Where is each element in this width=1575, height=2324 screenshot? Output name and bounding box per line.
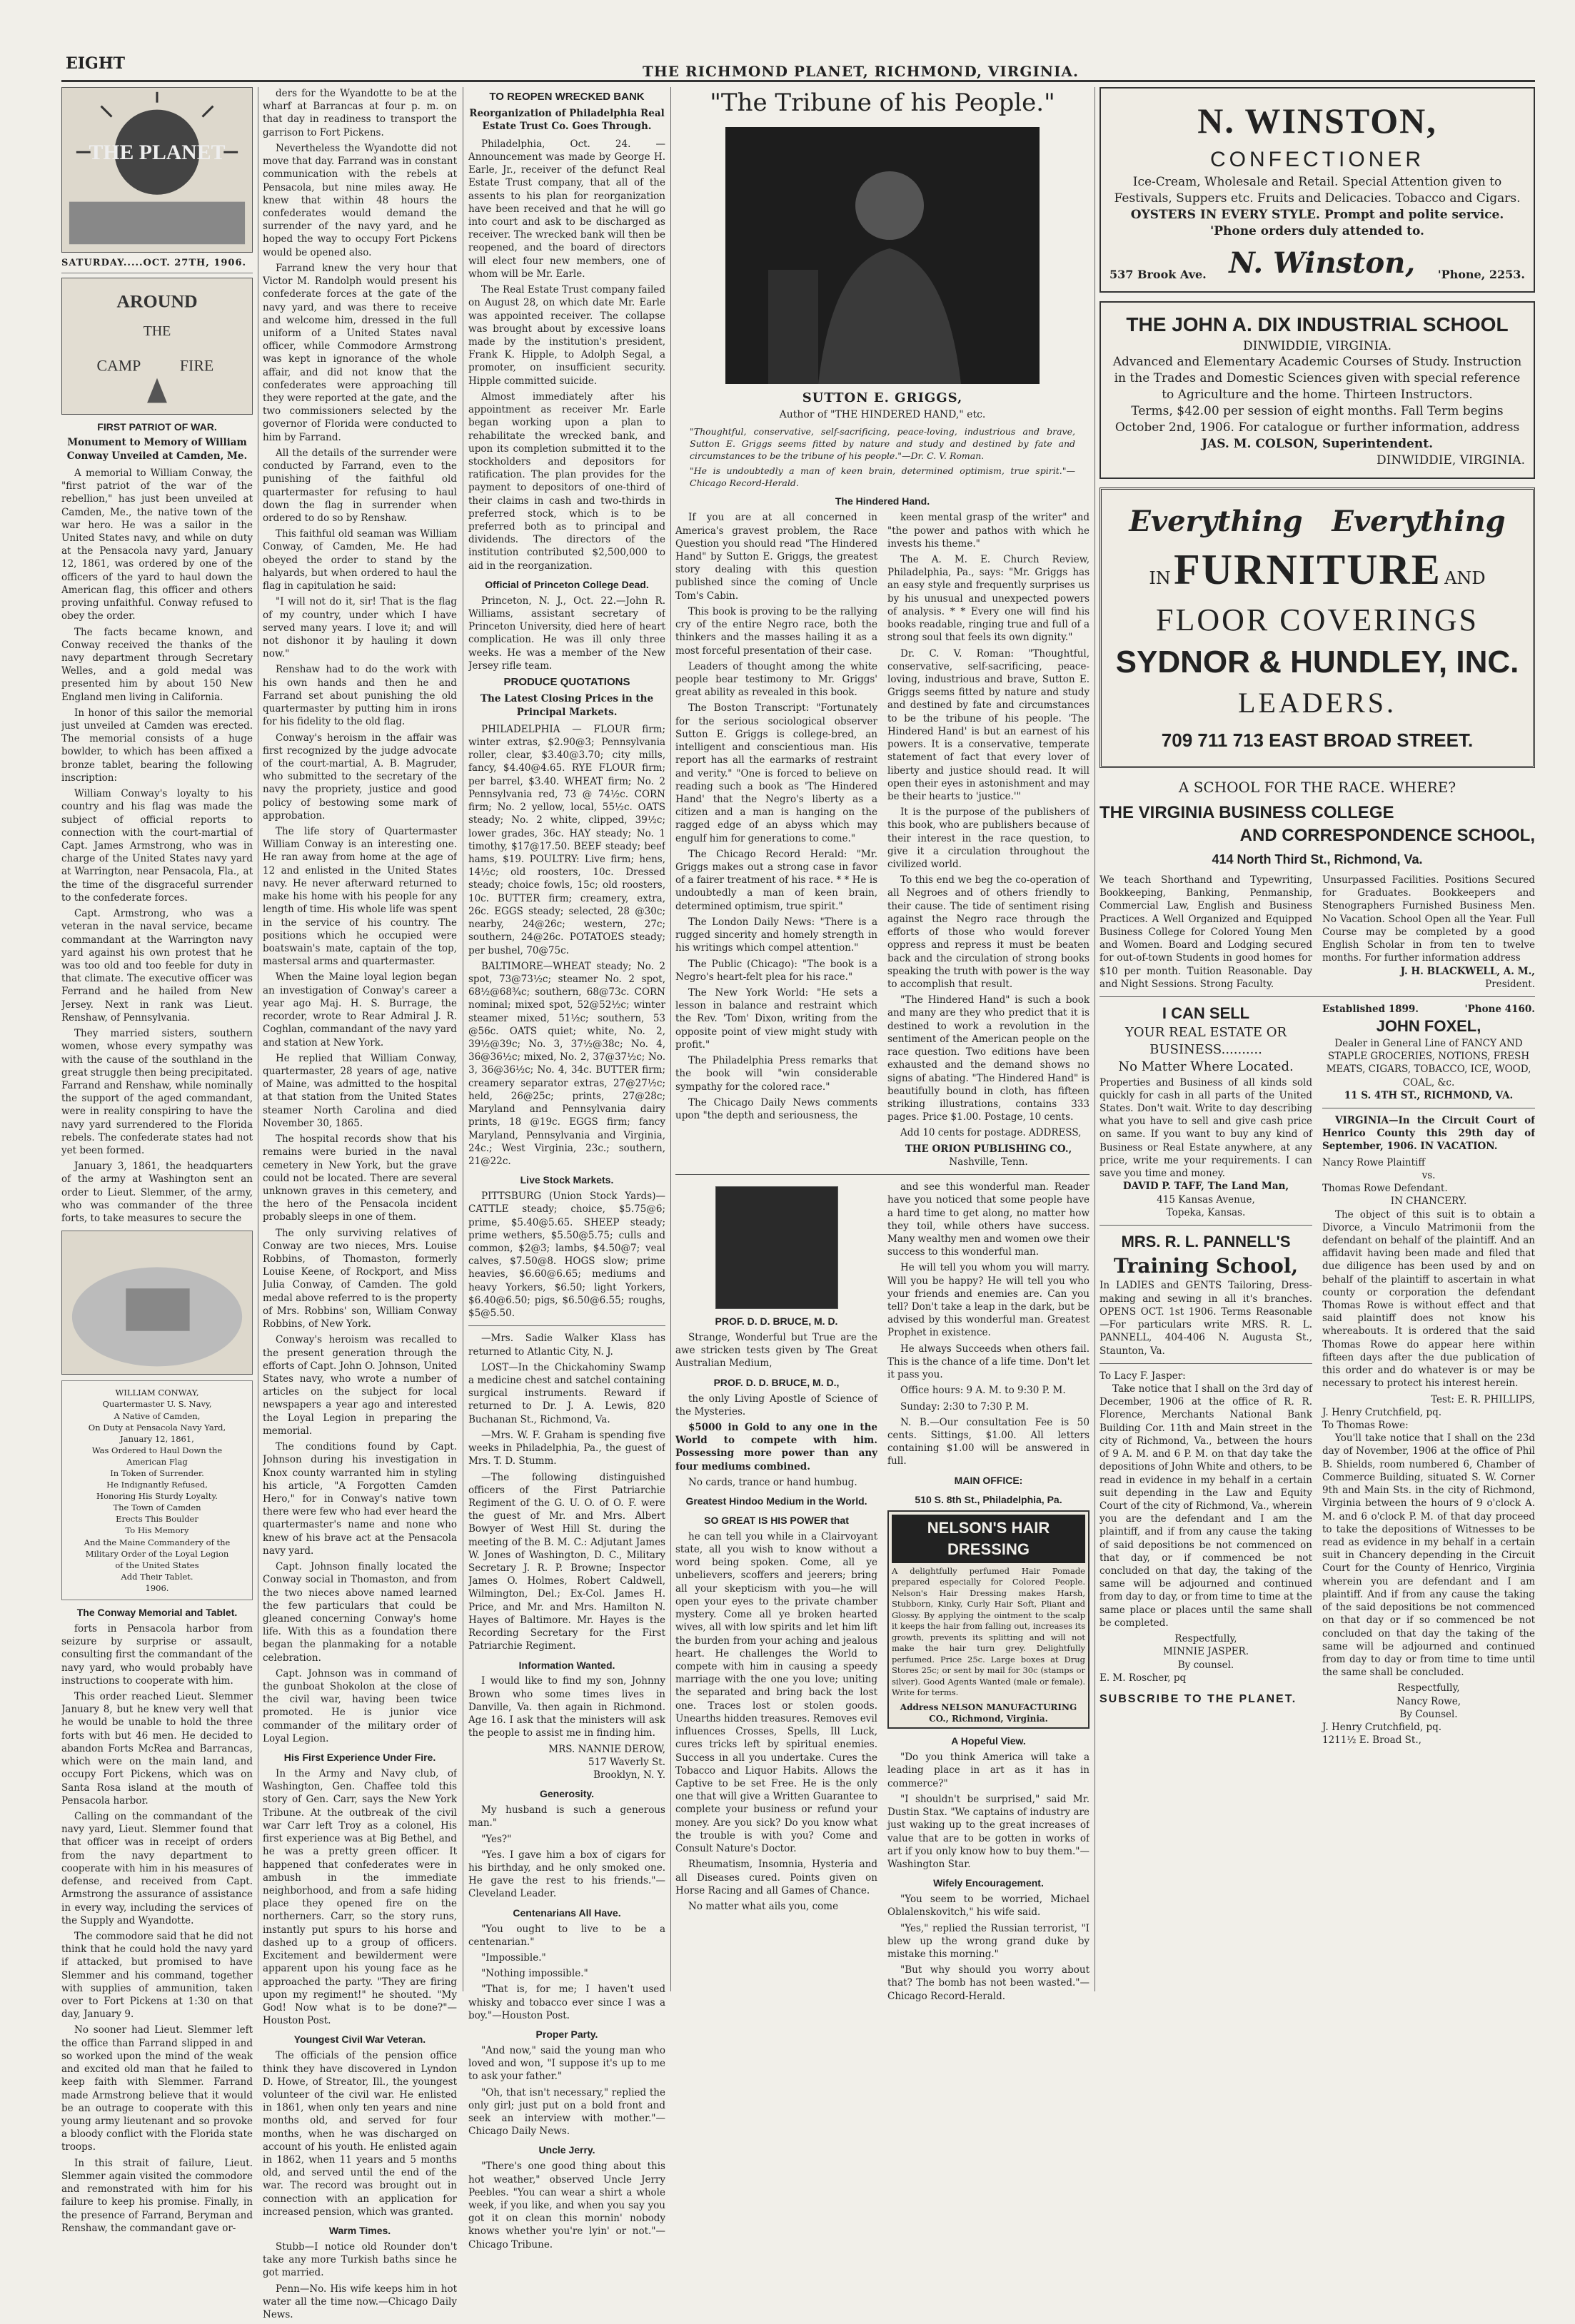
paragraph: "Oh, that isn't necessary," replied the only girl; just put on a bold front and seek an interview with mother."—Chicago Daily News. [468,2086,665,2138]
business-college-ad: THE VIRGINIA BUSINESS COLLEGE AND CORRESPONDENCE SCHOOL, 414 North Third St., Richmond, Va. We teach Shorthand and Typewriting, Bookkeeping, Banking, Penmanship, Commercial Law, English and Business Practices. A Well Organized and Equipped Business College for Colored Young Men and Women. Board and Lodging secured for out-of-town Students in good homes for $10 per month. Tuition Reasonable. Day and Night Sessions. Strong Faculty. Unsurpassed Facilities. Positions Secured for Graduates. Bookkeepers and Stenographers Furnished Business Men. No Vacation. School Open all the Year. Full Course may be completed by a good English Scholar in from ten to twelve months. For further information address J. H. BLACKWELL, A. M., President. [1100,802,1535,990]
paragraph: In honor of this sailor the memorial just unveiled at Camden was erected. The memorial consists of a huge bowlder, to which has been affixed a bronze tablet, bearing the following inscription: [61,707,253,784]
paragraph: No sooner had Lieut. Slemmer left the office than Farrand slipped in and so worked upon the mind of the weak and excited old man that he failed to keep faith with Slemmer. Farrand made Armstrong believe that it would be an outrage to cooperate with this young army lieutenant and so provoke a bloody conflict with the Florida state troops. [61,2024,253,2153]
paragraph: The Public (Chicago): "The book is a Negro's heart-felt plea for his race." [675,958,877,983]
column-2 [263,87,457,2324]
camp-word-2: THE [143,323,171,339]
griggs-portrait-image [725,127,1040,384]
paragraph: Princeton, N. J., Oct. 22.—John R. Williams, assistant secretary of Princeton University, died here of heart complication. He was ill only three weeks. He was a member of the New Jersey rifle team. [468,595,665,672]
pannell-school-ad: MRS. R. L. PANNELL'S Training School, In LADIES and GENTS Tailoring, Dress-making and sewing in all it's branches. OPENS OCT. 1st 1906. Terms Reasonable—For particulars write MRS. R. L. PANNELL, 404-406 N. Augusta St., Staunton, Va. [1100,1232,1312,1357]
article-heading: Proper Party. [535,2029,598,2041]
paragraph: The conditions found by Capt. Johnson during his investigation in Knox county warranted him in styling his article, "A Forgotten Camden Hero," for in Conway's native town there were few who had ever heard the quartermaster's name and none who knew of his brave act at the Pensacola navy yard. [263,1441,457,1557]
camp-word-1: AROUND [116,290,198,311]
paragraph: —Mrs. W. F. Graham is spending five weeks in Philadelphia, Pa., the guest of Mrs. T. D. Stumm. [468,1429,665,1467]
paragraph: "There's one good thing about this hot weather," observed Uncle Jerry Peebles. "You can wear a shirt a whole week, if you like, and when you say you got it on clean this mornin' nobody knows whether you're lyin' or not."—Chicago Tribune. [468,2161,665,2250]
paragraph: The life story of Quartermaster William Conway is an interesting one. He ran away from home at the age of 12 and enlisted in the United States navy. He never afterward returned to make his home with his people for any length of time. His whole life was spent in the service of his country. The positions which he occupied were boatswain's mate, captain of the top, mastersal arms and quartermaster. [263,826,457,968]
paragraph: When the Maine loyal legion began an investigation of Conway's career a year ago Maj. H. S. Burrage, the recorder, wrote to Rear Admiral J. R. Coghlan, commandant of the navy yard and station at New York. [263,971,457,1049]
paragraph: Almost immediately after his appointment as receiver Mr. Earle began working upon a plan to rehabilitate the wrecked bank, and upon its completion submitted it to the stockholders and depositors for ratification. The plan provides for the payment to depositors of one-third of their claims in cash and two-thirds in preferred stock, which is to be preferred both as to principal and dividends. The directors of the institution contributed $2,500,000 to aid in the reorganization. [468,390,665,572]
paragraph: "And now," said the young man who loved and won, "I suppose it's up to me to ask your father." [468,2044,665,2083]
winston-ad: N. WINSTON, CONFECTIONER Ice-Cream, Wholesale and Retail. Special Attention given to Festivals, Suppers etc. Fruits and Delicacies. Tobacco and Cigars. OYSTERS IN EVERY STYLE. Prompt and polite service. 'Phone orders duly attended to. 537 Brook Ave. N. Winston, 'Phone, 2253. [1100,87,1535,293]
paragraph: It is the purpose of the publishers of this book, who are publishers because of their interest in the race question, to give it a circulation throughout the civilized world. [887,807,1090,871]
paragraph: This faithful old seaman was William Conway, of Camden, Me. He had obeyed the order to stand by the halyards, but when ordered to haul the flag in capitulation he said: [263,528,457,592]
planet-masthead-illustration [61,87,253,253]
paragraph: They married sisters, southern women, whose every sympathy was with the cause of the southland in the great struggle then being precipitated. Farrand and Renshaw, while nominally the support of the aged commandant, were in reality conspiring to have the navy yard surrendered to the Florida rebels. The confederate states had not yet been formed. [61,1028,253,1157]
article-heading: The Hindered Hand. [835,495,930,507]
article-heading: Live Stock Markets. [520,1174,614,1186]
nelson-title: NELSON'S HAIR DRESSING [892,1515,1085,1562]
page-number: EIGHT [66,54,126,73]
article-heading: Wifely Encouragement. [933,1877,1044,1889]
article-heading: Warm Times. [328,2225,391,2237]
tablet-inscription: WILLIAM CONWAY, Quartermaster U. S. Navy, A Native of Camden, On Duty at Pensacola Navy Yard, January 12, 1861, Was Ordered to Haul Down the American Flag In Token of Surrender. He Indignantly Refused, Honoring His Sturdy Loyalty. The Town of Camden Erects This Boulder To His Memory And the Maine Commandery of the Military Order of the Loyal Legion of the United States Add Their Tablet. 1906. [61,1380,253,1600]
paragraph: PHILADELPHIA — FLOUR firm; winter extras, $2.90@3; Pennsylvania roller, clear, $3.40@3.70; city mills, fancy, $4.40@4.65. RYE FLOUR firm; per barrel, $3.40. WHEAT firm; No. 2 Pennsylvania red, 73 @ 74½c. CORN firm; No. 2 yellow, local, 55½c. OATS steady; No. 2 white, clipped, 39½c; lower grades, 36c. HAY steady; No. 1 timothy, $17@17.50. BEEF steady; beef hams, $19. POULTRY: Live firm; hens, 14½c; old roosters, 10c. Dressed steady; choice fowls, 15c; old roosters, 10c. BUTTER firm; creamery, extra, 26c. EGGS steady; selected, 28 @30c; nearby, 24@26c; western, 27c; southern, 24@26c. POTATOES steady; per bushel, 70@75c. [468,723,665,956]
article-title: PRODUCE QUOTATIONS [503,676,630,689]
article-heading: Official of Princeton College Dead. [485,578,649,590]
paragraph: $5000 in Gold to any one in the World to compete with him. Possessing more power than any four mediums combined. [675,1421,877,1472]
paragraph: In this strait of failure, Lieut. Slemmer again visited the commodore and remonstrated with him for his failure to keep his promise. Finally, in the presence of Farrand, Beryman and Renshaw, the commandant gave or- [61,2157,253,2234]
school-question: A SCHOOL FOR THE RACE. WHERE? [1178,778,1456,796]
article-heading: A Hopeful View. [951,1735,1026,1747]
paragraph: The commodore said that he did not think that he could hold the navy yard if attacked, but promised to have Slemmer and his command, together with supplies of ammunition, taken over to Fort Pickens at 1:30 on that day, January 9. [61,1930,253,2021]
paragraph: the only Living Apostle of Science of the Mysteries. [675,1393,877,1418]
paragraph: keen mental grasp of the writer" and "the power and pathos with which he invests his theme." [887,512,1090,550]
paragraph: "You seem to be worried, Michael Oblalenskovitch," his wife said. [887,1894,1090,1919]
paragraph: "Do you think America will take a leading place in art as it has in commerce?" [887,1752,1090,1789]
article-heading: Uncle Jerry. [538,2144,595,2156]
paragraph: No matter what ails you, come [688,1900,839,1912]
paragraph: Office hours: 9 A. M. to 9:30 P. M. [900,1385,1066,1397]
paragraph: he can tell you while in a Clairvoyant state, all you wish to know without a word being spoken. Come, all ye unbelievers, scoffers and jeerers; bring all your skepticism with you—he will open your eyes to the private chamber mystery. Come all ye broken hearted wives, all with low spirits and let him lift the burden from your aching and jealous heart. He challenges the World to compete with him in causing a speedy marriage with the one you love; uniting the separated and bring back the lost one. Traces lost or stolen goods. Unearths hidden treasures. Removes evil influences Crosses, Spells, Ill Luck, cures tricks left by spiritual enemies. Success in all you undertake. Cures the Tobacco and Liquor Habits. Allows the Captive to be set Free. He is the only one that will give a Written Guarantee to complete your business or refund your money. Are you sick? Do you know what the trouble is with you? Come and Consult Nature's Doctor. [675,1530,877,1855]
article-heading: His First Experience Under Fire. [283,1752,436,1764]
paragraph: "I will not do it, sir! That is the flag of my country, under which I have served many years. I love it; and will not dishonor it by hauling it down now." [263,596,457,660]
paragraph: LOST—In the Chickahominy Swamp a medicine chest and satchel containing surgical instruments. Reward if returned to Dr. J. A. Lewis, 820 Buchanan St., Richmond, Va. [468,1361,665,1425]
paragraph: To this end we beg the co-operation of all Negroes and of others friendly to their cause. The tide of sentiment rising against the Negro race through the efforts of those who would forever oppress and repress it must be beaten back and the circulation of strong books speaking the truth with power is the way to accomplish that result. [887,874,1090,990]
article-subtitle: The Latest Closing Prices in the Principal Markets. [480,693,654,718]
tablet-caption: The Conway Memorial and Tablet. [76,1607,238,1619]
paragraph: "I shouldn't be surprised," said Mr. Dustin Stax. "We captains of industry are just waking up to the great increases of value that are to be gotten in works of art if you only know how to buy them."—Washington Star. [887,1793,1090,1871]
dateline: SATURDAY.....OCT. 27TH, 1906. [61,257,253,273]
paragraph: Add 10 cents for postage. ADDRESS, [900,1127,1082,1139]
paragraph: Leaders of thought among the white people bear testimony to Mr. Griggs' great ability as revealed in this book. [675,660,877,699]
paragraph: The Real Estate Trust company failed on August 28, on which date Mr. Earle was appointed receiver. The collapse was brought about by excessive loans made by the institution's president, Frank K. Hipple, to Adolph Segal, a promoter, on insufficient security. Hipple committed suicide. [468,284,665,387]
camp-word-4: FIRE [179,357,214,375]
paragraph: BALTIMORE—WHEAT steady; No. 2 spot, 73@73½c; steamer No. 2 spot, 68½@68¾c; southern, 68@73c. CORN nominal; mixed spot, 52@52½c; winter steamer mixed, 51½c; southern, 53 @56c. OATS quiet; white, No. 2, 39½@39c; No. 3, 37½@38c; No. 4, 36@36½c; mixed, No. 2, 37@37½c; No. 3, 36@36½c; No. 4, 34c. BUTTER firm; creamery separator extras, 27@27½c; held, 26@25c; prints, 27@28c; Maryland and Pennsylvania dairy prints, 18 @19c. EGGS firm; fancy Maryland, Pennsylvania and Virginia, 24c.; West Virginia, 23c.; southern, 21@22c. [468,960,665,1168]
column-5-ads [1100,87,1535,1747]
masthead-text: THE PLANET [89,141,226,165]
paragraph: If you are at all concerned in America's gravest problem, the Race Question you should read "The Hindered Hand" by Sutton E. Griggs, the greatest story dealing with this question published since the coming of Uncle Tom's Cabin. [675,512,877,602]
article-subtitle: Reorganization of Philadelphia Real Estate Trust Co. Goes Through. [469,108,665,133]
paragraph: This book is proving to be the rallying cry of the entire Negro race, both the thinkers and the masses hailing it as a most forceful presentation of their case. [675,605,877,657]
portrait-name: SUTTON E. GRIGGS, [802,390,963,405]
paragraph: No cards, trance or hand humbug. [688,1476,857,1488]
paragraph: —Mrs. Sadie Walker Klass has returned to Atlantic City, N. J. [468,1333,665,1358]
paragraph: The Boston Transcript: "Fortunately for the serious sociological observer Sutton E. Griggs is college-bred, an intelligent and conscientious man. His report has all the earmarks of restraint and verity." "One is forced to believe on reading such a book as 'The Hindered Hand' that the Negro's liberty as a citizen and a man is hanging on the ragged edge of an abyss which may engulf him for generations to come." [675,702,877,844]
paragraph: "That is, for me; I haven't used whisky and tobacco ever since I was a boy."—Houston Post. [468,1984,665,2021]
paragraph: Stubb—I notice old Rounder don't take any more Turkish baths since he got married. [263,2241,457,2279]
paragraph: "Yes," replied the Russian terrorist, "I blew up the wrong grand duke by mistake this morning." [887,1922,1090,1960]
paragraph: Conway's heroism in the affair was first recognized by the judge advocate of the court-martial, A. B. Magruder, who submitted to the secretary of the navy the propriety, justice and good policy of bestowing some mark of approbation. [263,732,457,822]
paragraph: Capt. Armstrong, who was a veteran in the naval service, became commandant at the Warrington navy yard against his own protest that he was too old and too feeble for duty in that climate. The executive officer was Ferrand and he hailed from New Jersey. Next in rank was Lieut. Renshaw, of Pennsylvania. [61,908,253,1024]
paragraph: Rheumatism, Insomnia, Hysteria and all Diseases cured. Points given on Horse Racing and all Games of Chance. [675,1859,877,1896]
foxel-ad: Established 1899. 'Phone 4160. JOHN FOXEL, Dealer in General Line of FANCY AND STAPLE GROCERIES, NOTIONS, FRESH MEATS, CIGARS, TOBACCO, ICE, WOOD, COAL, &c. 11 S. 4TH ST., RICHMOND, VA. [1322,1003,1535,1101]
paragraph: "You ought to live to be a centenarian." [468,1923,665,1948]
paragraph: Strange, Wonderful but True are the awe stricken tests given by The Great Australian Medium, [675,1331,877,1370]
nelsons-hair-dressing-ad: NELSON'S HAIR DRESSING A delightfully perfumed Hair Pomade prepared especially for Colored People. Nelson's Hair Dressing makes Harsh, Stubborn, Kinky, Curly Hair Soft, Pliant and Glossy. By applying the ointment to the scalp it keeps the hair from falling out, increases its growth, prevents its splitting and will not make the hair turn grey. Delightfully perfumed. Price 25c. Large boxes at Drug Stores 25c; or sent by mail for 30c (stamps or silver). Good Agents Wanted (male or female). Write for terms. Address NELSON MANUFACTURING CO., Richmond, Virginia. [887,1510,1090,1729]
quote: "Thoughtful, conservative, self-sacrificing, peace-loving, industrious and brave, Sutton E. Griggs seems fitted by nature and study and destined by fate and circumstances to be the tribune of his people."—Dr. C. V. Roman. [690,426,1075,461]
paragraph: PITTSBURG (Union Stock Yards)—CATTLE steady; choice, $5.75@6; prime, $5.40@5.65. SHEEP steady; prime wethers, $5.50@5.75; culls and common, $2@3; lambs, $4.50@7; veal calves, $7.50@8. HOGS slow; prime heavies, $6.60@6.65; mediums and heavy Yorkers, $6.50; light Yorkers, $6.40@6.50; pigs, $6.50@6.55; roughs, $5@5.50. [468,1191,665,1320]
dix-school-ad: THE JOHN A. DIX INDUSTRIAL SCHOOL DINWIDDIE, VIRGINIA. Advanced and Elementary Academic Courses of Study. Instruction in the Trades and Domestic Sciences given with special reference to Agriculture and the home. Thirteen Instructors. Terms, $42.00 per session of eight months. Fall Term begins October 2nd, 1906. For catalogue or further information, address JAS. M. COLSON, Superintendent. DINWIDDIE, VIRGINIA. [1100,301,1535,479]
jasper-legal-notice: To Lacy F. Jasper: Take notice that I shall on the 3rd day of December, 1906 at the office of R. R. Florence, Merchants National Bank Building Cor. 11th and Main street in the city of Richmond, Va., between the hours of 9 A. M. and 6 P. M. on that day take the depositions of John White and others, to be read in evidence in my behalf in a certain suit depending in the Law and Equity Court of the city of Richmond, Va., wherein you are the defendant and I am the plaintiff, and if from any cause the taking of said depositions be not commenced on that day, or if commenced be not concluded on that day, the taking of the same will be adjourned and continued from day to day, or from time to time at the same place or places until the same shall be completed. Respectfully, MINNIE JASPER. By counsel. E. M. Roscher, pq [1100,1370,1312,1684]
paragraph: Dr. C. V. Roman: "Thoughtful, conservative, self-sacrificing, peace-loving, industrious and brave, Sutton E. Griggs seems fitted by nature and study and destined by fate and circumstances to be the tribune of his people. 'The Hindered Hand' is but an earnest of his powers. It is a conservative, temperate statement of fact that every lover of liberty and justice should read. It will open their eyes in astonishment and may be their hearts to 'justice.'" [887,647,1090,802]
paragraph: This order reached Lieut. Slemmer January 8, but he knew very well that he would be unable to hold the three forts with but 46 men. He decided to abandon Forts McRea and Barrancas, which were on the main land, and occupy Fort Pickens, which was on Santa Rosa island at the mouth of Pensacola harbor. [61,1691,253,1807]
furniture-ad: Everything Everything IN FURNITURE AND FLOOR COVERINGS SYDNOR & HUNDLEY, INC. LEADERS. 709 711 713 EAST BROAD STREET. [1100,487,1535,768]
header-rule [61,80,1535,82]
paragraph: The facts became known, and Conway received the thanks of the navy department through Secretary Welles, and a gold medal was presented him by about 150 New England men living in California. [61,626,253,703]
tablet-icon [126,1288,189,1331]
paragraph: The London Daily News: "There is a rugged sincerity and homely strength in his writings which compel attention." [675,916,877,954]
paragraph: "But why should you worry about that? The bomb has not been wasted."—Chicago Record-Herald. [887,1964,1090,2002]
paragraph: Philadelphia, Oct. 24. — Announcement was made by George H. Earle, Jr., receiver of the defunct Real Estate Trust company, that all of the assents to his plan for reorganization have been received and that he will go into court and ask to be discharged as receiver. The wrecked bank will then be reopened, and the board of directors will elect four new members, one of whom will be Mr. Earle. [468,138,665,280]
paragraph: Calling on the commandant of the navy yard, Lieut. Slemmer found that that officer was in receipt of orders from the navy department to cooperate with him in his measures of defense, and received from Capt. Armstrong the assurance of assistance in every way, including the services of the Supply and Wyandotte. [61,1810,253,1926]
paragraph: The New York World: "He sets a lesson in balance and restraint which the Rev. 'Tom' Dixon, writing from the opposite point of view might study with profit." [675,987,877,1051]
article-heading: Generosity. [540,1788,594,1800]
paragraph: I would like to find my son, Johnny Brown who some times lives in Danville, Va. then again in Richmond. Age 16. I ask that the ministers will ask the people to assist me in finding him. [468,1675,665,1739]
paragraph: "Impossible." [481,1951,546,1964]
paragraph: Conway's heroism was recalled to the present generation through the efforts of Capt. John O. Johnson, United States navy, who wrote a number of articles on the subject for local newspapers a year ago and interested the Loyal Legion in preparing the memorial. [263,1334,457,1437]
paragraph: Sunday: 2:30 to 7:30 P. M. [900,1400,1029,1413]
article-title: TO REOPEN WRECKED BANK [489,91,645,103]
subscribe-notice: SUBSCRIBE TO THE PLANET. [1100,1693,1297,1705]
paragraph: He will tell you whom you will marry. Will you be happy? He will tell you who your friends and enemies are. Can you tell? Don't take a leap in the dark, but be advised by this wonderful man. Greatest Prophet in existence. [887,1262,1090,1339]
paragraph: The Chicago Record Herald: "Mr. Griggs makes out a strong case in favor of a fairer treatment of his race. * * He is undoubtedly a man of keen brain, determined optimism, true spirit." [675,848,877,912]
paragraph: William Conway's loyalty to his country and his flag was made the subject of official reports to connection with the court-martial of Capt. James Armstrong, who was in charge of the United States navy yard at Warrington, near Pensacola, Fla., at the time of the disgraceful surrender to the confederate forces. [61,788,253,904]
paragraph: and see this wonderful man. Reader have you noticed that some people have a hard time to get along, no matter how they toil, while others have success. Many wealthy men and women owe their success to this wonderful man. [887,1181,1090,1258]
article-subtitle: Monument to Memory of William Conway Unveiled at Camden, Me. [66,437,248,462]
planet-logo-icon [62,88,252,252]
paragraph: The A. M. E. Church Review, Philadelphia, Pa., says: "Mr. Griggs has an easy style and frequently surprises us by his unusual and unexpected powers of analysis. * * Every one will find his books readable, ringing true and full of a strong soul that feels its own dignity." [887,554,1090,644]
paragraph: The officials of the pension office think they have discovered in Lyndon D. Howe, of Streator, Ill., the youngest volunteer of the civil war. He enlisted in 1861, when only ten years and nine months old, and served for four months, when he was discharged on account of his youth. He enlisted again in 1862, when 11 years and 5 months old, and served until the end of the war. The record was brought out in connection with an application for increased pension, which was granted. [263,2050,457,2218]
paragraph: In the Army and Navy club, of Washington, Gen. Chaffee told this story of Gen. Carr, says the New York Tribune. At the outbreak of the civil war Carr left Troy as a colonel, His first experience was at Big Bethel, and he was a pretty green officer. It happened that confederates were in ambush in the immediate neighborhood, and from a safe hiding place they opened fire on the northerners. Carr, so the story runs, instantly put spurs to his horse and dashed up to a group of officers. Excitement and bewilderment were apparent upon his young face as he approached the party. "They are firing upon my regiment!" he shouted. "My God! Now what is to be done?"—Houston Post. [263,1768,457,2027]
camp-fire-illustration [61,278,253,415]
paragraph: "Yes. I gave him a box of cigars for his birthday, and he only smoked one. He gave the rest to his friends."—Cleveland Leader. [468,1849,665,1900]
column-3: TO REOPEN WRECKED BANK Reorganization of Philadelphia Real Estate Trust Co. Goes Through. Philadelphia, Oct. 24. — Announcement was made by George H. Earle, Jr., receiver of the defunct Real Estate Trust company, that all of the assents to his plan for reorganization have been received and that he will go into court and ask to be discharged as receiver. The wrecked bank will then be reopened, and the board of directors will elect four new members, one of whom will be Mr. Earle. The Real Estate Trust company failed on August 28, on which date Mr. Earle was appointed receiver. The collapse was brought about by excessive loans made by the institution's president, Frank K. Hipple, to Adolph Segal, a promoter, on insufficient security. Hipple committed suicide. Almost immediately after his appointment as receiver Mr. Earle began working upon a plan to rehabilitate the wrecked bank, and upon its completion submitted it to the stockholders and depositors for ratification. The plan provides for the payment to depositors of one-third of their claims in cash and two-thirds in preferred stock, which is to be preferred both as to principal and dividends. The directors of the institution contributed $2,500,000 to aid in the reorganization. Official of Princeton College Dead. Princeton, N. J., Oct. 22.—John R. Williams, assistant secretary of Princeton University, died here of heart complication. He was ill only three weeks. He was a member of the New Jersey rifle team. PRODUCE QUOTATIONS The Latest Closing Prices in the Principal Markets. PHILADELPHIA — FLOUR firm; winter extras, $2.90@3; Pennsylvania roller, clear, $3.40@3.70; city mills, fancy, $4.40@4.65. RYE FLOUR firm; per barrel, $3.40. WHEAT firm; No. 2 Pennsylvania red, 73 @ 74½c. CORN firm; No. 2 yellow, local, 55½c. OATS steady; No. 2 white, clipped, 39½c; lower grades, 36c. HAY steady; No. 1 timothy, $17@17.50. BEEF steady; beef hams, $19. POULTRY: Live firm; hens, 14½c; old roosters, 10c. Dressed steady; choice fowls, 15c; old roosters, 10c. BUTTER firm; creamery, extra, 26c. EGGS steady; selected, 28 @30c; nearby, 24@26c; western, 27c; southern, 24@26c. POTATOES steady; per bushel, 70@75c. BALTIMORE—WHEAT steady; No. 2 spot, 73@73½c; steamer No. 2 spot, 68½@68¾c; southern, 68@73c. CORN nominal; mixed spot, 52@52½c; winter steamer mixed, 51½c; southern, 53 @56c. OATS quiet; white, No. 2, 39½@39c; No. 3, 37½@38c; No. 4, 36@36½c; mixed, No. 2, 37@37½c; No. 3, 36@36½c; No. 4, 34c. BUTTER firm; creamery separator extras, 27@27½c; held, 26@25c; prints, 27@28c; Maryland and Pennsylvania dairy prints, 18 @19c. EGGS firm; fancy Maryland, Pennsylvania and Virginia, 24c.; West Virginia, 23c.; southern, 21@22c. Live Stock Markets. PITTSBURG (Union Stock Yards)—CATTLE steady; choice, $5.75@6; prime, $5.40@5.65. SHEEP steady; prime wethers, $5.50@5.75; culls and common, $2@3; lambs, $4.50@7; veal calves, $7.50@8. HOGS slow; prime heavies, $6.60@6.65; mediums and heavy Yorkers, $6.50; light Yorkers, $6.40@6.50; pigs, $6.50@6.55; roughs, $5@5.50. —Mrs. Sadie Walker Klass has returned to Atlantic City, N. J. LOST—In the Chickahominy Swamp a medicine chest and satchel containing surgical instruments. Reward if returned to Dr. J. A. Lewis, 820 Buchanan St., Richmond, Va. —Mrs. W. F. Graham is spending five weeks in Philadelphia, Pa., the guest of Mrs. T. D. Stumm. —The following distinguished officers of the First Patriarchie Regiment of the G. U. O. of O. F. were the guest of Mr. and Mrs. Albert Bowyer of West Hill St. during the meeting of the B. M. C.: Adjutant James W. Jones of Washington, D. C., Military Secretary J. R. P. Browne; Inspector James O. Holmes, Robert Caldwell, Wilmington, Del.; Ex-Col. James H. Price, and Mr. and Mrs. Hamilton N. Hayes of Baltimore. Mr. Hayes is the Recording Secretary for the First Patriarchie Regiment. Information Wanted. I would like to find my son, Johnny Brown who some times lives in Danville, Va. then again in Richmond. Age 16. I ask that the ministers will ask the people to assist me in finding him. MRS. NANNIE DEROW, 517 Waverly St. Brooklyn, N. Y. Generosity. My husband is such a generous man." "Yes?" "Yes. I gave him a box of cigars for his birthday, and he only smoked one. He gave the rest to his friends."—Cleveland Leader. Centenarians All Have. "You ought to live to be a centenarian." "Impossible." "Nothing impossible." "That is, for me; I haven't used whisky and tobacco ever since I was a boy."—Houston Post. Proper Party. "And now," said the young man who loved and won, "I suppose it's up to me to ask your father." "Oh, that isn't necessary," replied the only girl; just put on a bold front and seek an interview with mother."—Chicago Daily News. Uncle Jerry. "There's one good thing about this hot weather," observed Uncle Jerry Peebles. "You can wear a shirt a whole week, if you like, and when you say you got it on clean this mornin' nobody knows whether you're lyin' or not."—Chicago Tribune. [468,91,665,2250]
paragraph: He replied that William Conway, quartermaster, 28 years of age, native of Maine, was admitted to the hospital at that station from the United States steamer North Carolina and died November 30, 1865. [263,1052,457,1129]
paragraph: —The following distinguished officers of the First Patriarchie Regiment of the G. U. O. of O. F. were the guest of Mr. and Mrs. Albert Bowyer of West Hill St. during the meeting of the B. M. C.: Adjutant James W. Jones of Washington, D. C., Military Secretary J. R. P. Browne; Inspector James O. Holmes, Robert Caldwell, Wilmington, Del.; Ex-Col. James H. Price, and Mr. and Mrs. Hamilton N. Hayes of Baltimore. Mr. Hayes is the Recording Secretary for the First Patriarchie Regiment. [468,1471,665,1652]
boulder-illustration [61,1231,253,1375]
paragraph: Capt. Johnson was in command of the gunboat Shokolon at the close of the civil war, having been twice promoted. He is junior vice commander of the military order of Loyal Legion. [263,1667,457,1744]
article-heading: Centenarians All Have. [513,1906,621,1919]
paragraph: A memorial to William Conway, the "first patriot of the war of the rebellion," has just been unveiled at Camden, Me., the native town of the war hero. He was a sailor in the United States navy, and while on duty at the Pensacola navy yard, January 12, 1861, was ordered by one of the officers of the yard to haul down the American flag, this officer and others proving unfaithful. Conway refused to obey the order. [61,467,253,622]
portrait-subtitle: Author of "THE HINDERED HAND," etc. [779,409,986,421]
article-heading: Youngest Civil War Veteran. [293,2034,426,2046]
paragraph: He always Succeeds when others fail. This is the chance of a life time. Don't let it pass you. [887,1343,1090,1381]
paragraph: The hospital records show that his remains were buried in the naval cemetery in New York, but the grave could not be located. There are several unknown graves in this cemetery, and the hero of the Pensacola incident probably sleeps in one of them. [263,1133,457,1223]
paragraph: "Yes?" [481,1833,512,1845]
quote: "He is undoubtedly a man of keen brain, determined optimism, true spirit."—Chicago Record-Herald. [690,465,1075,488]
real-estate-ad: I CAN SELL YOUR REAL ESTATE OR BUSINESS.......... No Matter Where Located. Properties and Business of all kinds sold quickly for cash in all parts of the United States. Don't wait. Write to day describing what you have to sell and give cash price on same. If you want to buy any kind of Business or Real Estate anywhere, at any price, write me your requirements. I can save you time and money. DAVID P. TAFF, The Land Man, 415 Kansas Avenue, Topeka, Kansas. [1100,1004,1312,1218]
paragraph: "Nothing impossible." [481,1968,588,1980]
paragraph: Penn—No. His wife keeps him in hot water all the time now.—Chicago Daily News. [263,2283,457,2321]
article-heading: Information Wanted. [518,1659,615,1671]
paragraph: "The Hindered Hand" is such a book and many are they who predict that it is destined to work a revolution in the sentiment of the American people on the race question. Two editions have been exhausted and the demand shows no signs of abating. "The Hindered Hand" is beautifully bound in cloth, has fifteen striking illustrations, contains 333 pages. Price $1.00. Postage, 10 cents. [887,994,1090,1123]
bruce-portrait-image [715,1186,838,1309]
article-title: FIRST PATRIOT OF WAR. [97,420,217,433]
paragraph: N. B.—Our consultation Fee is 50 cents. Sittings, $1.00. All letters containing $1.00 will be answered in full. [887,1416,1090,1467]
rowe-legal-notice: VIRGINIA—In the Circuit Court of Henrico County this 29th day of September, 1906. IN VACATION. Nancy Rowe Plaintiff vs. Thomas Rowe Defendant. IN CHANCERY. The object of this suit is to obtain a Divorce, a Vinculo Matrimonii from the defendant on behalf of the plaintiff. And an affidavit having been made and filed that due diligence has been used by and on behalf of the plaintiff to ascertain in what county or corporation the defendant Thomas Rowe is without effect and that said plaintiff does not know his whereabouts. It is ordered that the said Thomas Rowe do appear here within fifteen days after the due publication of this order and do whatever is or may be necessary to protect his interest herein. Test: E. R. PHILLIPS, J. Henry Crutchfield, pq. To Thomas Rowe: You'll take notice that I shall on the 23d day of November, 1906 at the office of Phil B. Shields, room numbered 6, Chamber of Commerce Building, situated S. W. Corner 9th and Main Sts. in the city of Richmond, Virginia between the hours of 9 o'clock A. M. and 6 o'clock P. M. of that day proceed to take the depositions of Witnesses to be read as evidence in my behalf in a certain suit in Chancery depending in the Circuit Court for the County of Henrico, Virginia wherein you are defendant and I am plaintiff. And if from any cause the taking of the said depositions be not commenced on that day or if so commenced be not concluded on that day the taking of the same will be adjourned and continued from day to day or from time to time until the same shall be concluded. Respectfully, Nancy Rowe, By Counsel. J. Henry Crutchfield, pq. 1211½ E. Broad St., [1322,1114,1535,1747]
paper-name: THE RICHMOND PLANET, RICHMOND, VIRGINIA. [643,63,1079,80]
paragraph: Capt. Johnson finally located the Conway social in Thomaston, and from the two nieces above named learned the few particulars that could be gleaned concerning Conway's home life. With this as a foundation there began the planmaking for a notable celebration. [263,1561,457,1664]
column-divider [670,87,671,1991]
paragraph: My husband is such a generous man." [468,1804,665,1829]
paragraph: All the details of the surrender were conducted by Farrand, even to the punishing of the faithful old quartermaster for refusing to haul down the flag in surrender when ordered to do so by Renshaw. [263,447,457,524]
paragraph: Nevertheless the Wyandotte did not move that day. Farrand was in constant communication with the rebels at Pensacola, but nine miles away. He knew that within 48 hours the confederates would demand the surrender of the navy yard, and he hoped the way to occupy Fort Pickens would be opened also. [263,142,457,258]
paragraph: Farrand knew the very hour that Victor M. Randolph would present his confederate forces at the gate of the navy yard, and was there to receive and welcome him, dressed in the full uniform of a United States naval officer, while Commodore Armstrong was kept in ignorance of the whole affair, and did not know that the confederates were approaching till they were reported at the gate, and the two commissioners selected by the governor of Florida were conducted to him by Farrand. [263,262,457,443]
camp-word-3: CAMP [96,357,141,375]
paragraph: ders for the Wyandotte to be at the wharf at Barrancas at four p. m. on that day in readiness to transport the garrison to Fort Pickens. [263,88,457,138]
paragraph: The Chicago Daily News comments upon "the depth and seriousness, the [675,1096,877,1121]
bruce-name: PROF. D. D. BRUCE, M. D. [715,1315,838,1328]
paragraph: The Philadelphia Press remarks that the book will "win considerable sympathy for the colored race." [675,1055,877,1093]
paragraph: Renshaw had to do the work with his own hands and then he and Farrand set about punishing the old quartermaster by putting him in irons for his fidelity to the old flag. [263,664,457,728]
column-4: "The Tribune of his People." SUTTON E. GRIGGS, Author of "THE HINDERED HAND," etc. "Thoughtful, conservative, self-sacrificing, peace-loving, industrious and brave, Sutton E. Griggs seems fitted by nature and study and destined by fate and circumstances to be the tribune of his people."—Dr. C. V. Roman. "He is undoubtedly a man of keen brain, determined optimism, true spirit."—Chicago Record-Herald. The Hindered Hand. If you are at all concerned in America's gravest problem, the Race Question you should read "The Hindered Hand" by Sutton E. Griggs, the greatest story dealing with this question published since the coming of Uncle Tom's Cabin. This book is proving to be the rallying cry of the entire Negro race, both the thinkers and the masses hailing it as a most forceful presentation of their case. Leaders of thought among the white people bear testimony to Mr. Griggs' great ability as revealed in this book. The Boston Transcript: "Fortunately for the serious sociological observer Sutton E. Griggs is college-bred, an intelligent and conscientious man. His report has all the earmarks of restraint and verity." "One is forced to believe on reading such a book as 'The Hindered Hand' that the Negro's liberty as a citizen and a man is hanging on the ragged edge of an abyss which may engulf him for generations to come." The Chicago Record Herald: "Mr. Griggs makes out a strong case in favor of a fairer treatment of his race. * * He is undoubtedly a man of keen brain, determined optimism, true spirit." The London Daily News: "There is a rugged sincerity and homely strength in his writings which compel attention." The Public (Chicago): "The book is a Negro's heart-felt plea for his race." The New York World: "He sets a lesson in balance and restraint which the Rev. 'Tom' Dixon, writing from the opposite point of view might study with profit." The Philadelphia Press remarks that the book will "win considerable sympathy for the colored race." The Chicago Daily News comments upon "the depth and seriousness, the keen mental grasp of the writer" and "the power and pathos with which he invests his theme." The A. M. E. Church Review, Philadelphia, Pa., says: "Mr. Griggs has an easy style and frequently surprises us by his unusual and unexpected powers of analysis. * * Every one will find his books readable, ringing true and full of a strong soul that feels its own dignity." Dr. C. V. Roman: "Thoughtful, conservative, self-sacrificing, peace-loving, industrious and brave, Sutton E. Griggs seems fitted by nature and study and destined by fate and circumstances to be the tribune of his people. 'The Hindered Hand' is but an earnest of his powers. It is a conservative, temperate statement of fact that every lover of liberty and justice should read. It will open their eyes in astonishment and may be their hearts to 'justice.'" It is the purpose of the publishers of this book, who are publishers because of their interest in the race question, to give it a circulation throughout the civilized world. To this end we beg the co-operation of all Negroes and of others friendly to their cause. The tide of sentiment rising against the Negro race through the efforts of those who would forever oppress and repress it must be beaten back and the circulation of strong books speaking the truth with power is the way to accomplish that result. "The Hindered Hand" is such a book and many are they who predict that it is destined to work a revolution in the sentiment of the American people on the race question. Two editions have been exhausted and the demand shows no signs of abating. "The Hindered Hand" is beautifully bound in cloth, has fifteen striking illustrations, contains 333 pages. Price $1.00. Postage, 10 cents. Add 10 cents for postage. ADDRESS, THE ORION PUBLISHING CO., Nashville, Tenn. PROF. D. D. BRUCE, M. D. Strange, Wonderful but True are the awe stricken tests given by The Great Australian Medium, PROF. D. D. BRUCE, M. D., the only Living Apostle of Science of the Mysteries. $5000 in Gold to any one in the World to compete with him. Possessing more power than any four mediums combined. No cards, trance or hand humbug. Greatest Hindoo Medium in the World. SO GREAT IS HIS POWER that he can tell you while in a Clairvoyant state, all you wish to know without a word being spoken. Come, all ye unbelievers, scoffers and jeerers; bring all your skepticism with you—he will open your eyes to the private chamber mystery. Come all ye broken hearted wives, all with low spirits and let him lift the burden from your aching and jealous heart. He challenges the World to compete with him in causing a speedy marriage with the one you love; uniting the separated and bring back the lost one. Traces lost or stolen goods. Unearths hidden treasures. Removes evil influences Crosses, Spells, Ill Luck, cures tricks left by spiritual enemies. Success in all you undertake. Cures the Tobacco and Liquor Habits. Allows the Captive to be set Free. He is the only one that will give a Written Guarantee to complete your business or refund your money. Are you sick? Do you know what the trouble is with you? Come and Consult Nature's Doctor. Rheumatism, Insomnia, Hysteria and all Diseases cured. Points given on Horse Racing and all Games of Chance. No matter what ails you, come and see this wonderful man. Reader have you noticed that some people have a hard time to get along, no matter how they toil, while others have success. Many wealthy men and women owe their success to this wonderful man. He will tell you whom you will marry. Will you be happy? He will tell you who your friends and enemies are. Can you tell? Don't take a leap in the dark, but be advised by this wonderful man. Greatest Prophet in existence. He always Succeeds when others fail. This is the chance of a life time. Don't let it pass you. Office hours: 9 A. M. to 9:30 P. M. Sunday: 2:30 to 7:30 P. M. N. B.—Our consultation Fee is 50 cents. Sittings, $1.00. All letters containing $1.00 will be answered in full. MAIN OFFICE: 510 S. 8th St., Philadelphia, Pa. NELSON'S HAIR DRESSING A delightfully perfumed Hair Pomade prepared especially for Colored People. Nelson's Hair Dressing makes Harsh, Stubborn, Kinky, Curly Hair Soft, Pliant and Glossy. By applying the ointment to the scalp it keeps the hair from falling out, increases its growth, prevents its splitting and will not make the hair turn grey. Delightfully perfumed. Price 25c. Large boxes at Drug Stores 25c; or sent by mail for 30c (stamps or silver). Good Agents Wanted (male or female). Write for terms. Address NELSON MANUFACTURING CO., Richmond, Virginia. A Hopeful View. "Do you think America will take a leading place in art as it has in commerce?" "I shouldn't be surprised," said Mr. Dustin Stax. "We captains of industry are just waking up to the great increases of value that are to be gotten in works of art if you only know how to buy them."—Washington Star. Wifely Encouragement. "You seem to be worried, Michael Oblalenskovitch," his wife said. "Yes," replied the Russian terrorist, "I blew up the wrong grand duke by mistake this morning." "But why should you worry about that? The bomb has not been wasted."—Chicago Record-Herald. [675,89,1090,2002]
fire-icon [147,378,167,403]
paragraph: forts in Pensacola harbor from seizure by surprise or assault, consulting first the commandant of the navy yard, who would probably have instructions to cooperate with him. [61,1622,253,1687]
column-1 [61,87,253,2238]
paragraph: January 3, 1861, the headquarters of the army at Washington sent an order to Lieut. Slemmer, of the army, who was commander of the three forts, to take measures to secure the [61,1161,253,1225]
paragraph: The only surviving relatives of Conway are two nieces, Mrs. Louise Robbins, of Thomaston, formerly Louise Keene, of Rockport, and Miss Julia Conway, of Camden. The gold medal above referred to is the property of Mrs. Robbins' son, William Conway Robbins, of New York. [263,1227,457,1330]
tribune-banner: "The Tribune of his People." [710,89,1055,117]
